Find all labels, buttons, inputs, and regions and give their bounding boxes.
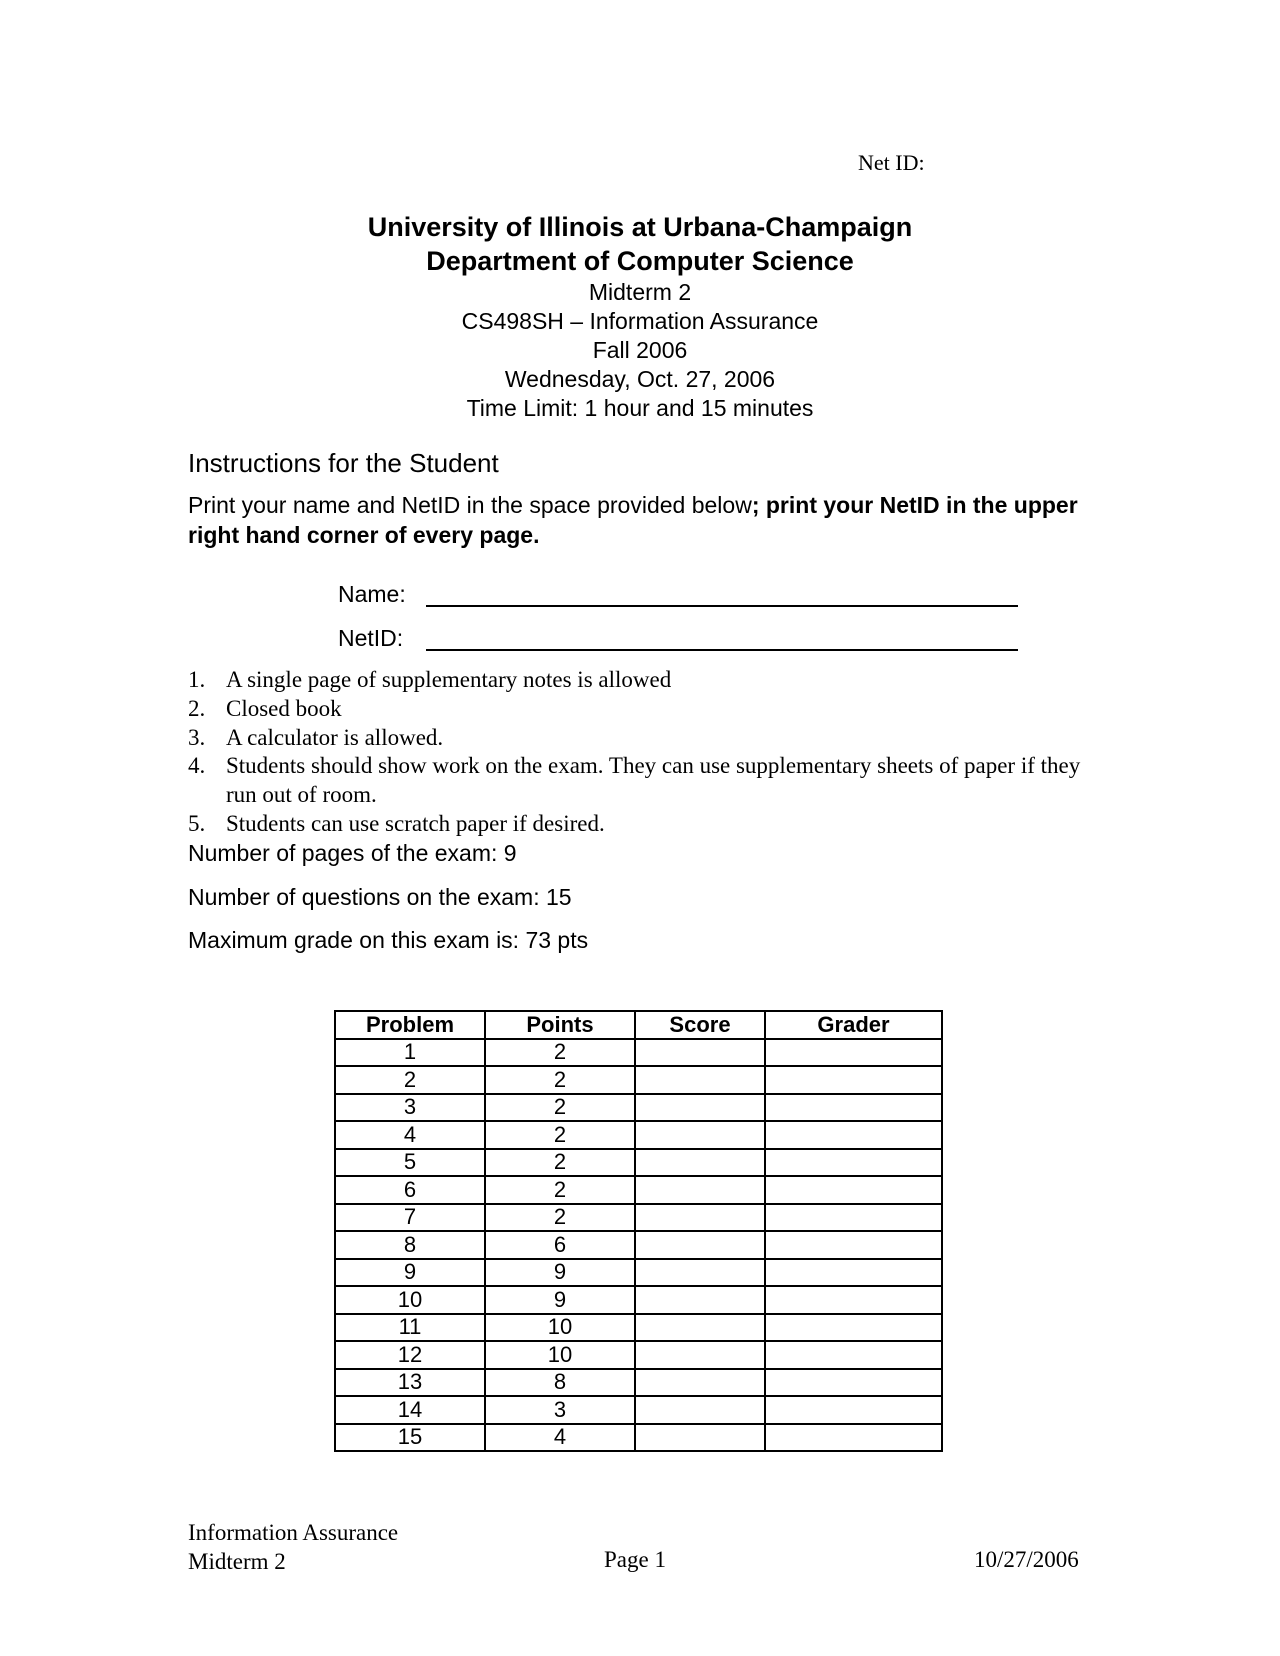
- header-grader: Grader: [765, 1011, 942, 1039]
- grader-cell[interactable]: [765, 1424, 942, 1452]
- problem-cell: 6: [335, 1176, 485, 1204]
- score-table-body: [335, 1039, 942, 1452]
- rule-number: 1.: [188, 667, 206, 692]
- table-row: [335, 1204, 942, 1232]
- score-cell[interactable]: [635, 1286, 765, 1314]
- table-row: [335, 1286, 942, 1314]
- grader-cell[interactable]: [765, 1286, 942, 1314]
- maximum-grade: Maximum grade on this exam is: 73 pts: [188, 927, 589, 953]
- rule-text: Closed book: [226, 695, 342, 721]
- header-score: Score: [635, 1011, 765, 1039]
- department-title: Department of Computer Science: [426, 246, 854, 276]
- footer-left: [188, 1518, 398, 1576]
- rules-list: [188, 666, 1088, 839]
- netid-header-label: Net ID:: [858, 150, 925, 175]
- rule-number: 5.: [188, 810, 206, 836]
- problem-cell: 11: [335, 1314, 485, 1342]
- rule-item: [188, 810, 1088, 839]
- table-row: [335, 1066, 942, 1094]
- netid-blank-line[interactable]: [426, 649, 1018, 651]
- table-row: [335, 1149, 942, 1177]
- instructions-paragraph: [188, 490, 1108, 550]
- grader-cell[interactable]: [765, 1369, 942, 1397]
- rule-number: 4.: [188, 753, 206, 779]
- points-cell: 6: [485, 1231, 635, 1259]
- score-cell[interactable]: [635, 1204, 765, 1232]
- term: Fall 2006: [592, 337, 688, 363]
- grader-cell[interactable]: [765, 1259, 942, 1287]
- name-field[interactable]: [338, 581, 406, 608]
- grader-cell[interactable]: [765, 1176, 942, 1204]
- score-cell[interactable]: [635, 1039, 765, 1067]
- rule-text: Students should show work on the exam. They can use supplementary sheets of paper if they run out of room.: [226, 753, 1081, 808]
- score-cell[interactable]: [635, 1121, 765, 1149]
- header-points: Points: [485, 1011, 635, 1039]
- university-title: University of Illinois at Urbana-Champaign: [367, 212, 913, 242]
- exam-date: Wednesday, Oct. 27, 2006: [504, 366, 776, 392]
- table-row: [335, 1039, 942, 1067]
- points-cell: 9: [485, 1286, 635, 1314]
- grader-cell[interactable]: [765, 1039, 942, 1067]
- problem-cell: 15: [335, 1424, 485, 1452]
- rule-item: [188, 695, 1088, 724]
- score-cell[interactable]: [635, 1314, 765, 1342]
- problem-cell: 4: [335, 1121, 485, 1149]
- grader-cell[interactable]: [765, 1341, 942, 1369]
- rule-text: A single page of supplementary notes is allowed: [226, 667, 672, 692]
- table-row: [335, 1121, 942, 1149]
- table-row: [335, 1259, 942, 1287]
- grader-cell[interactable]: [765, 1204, 942, 1232]
- score-cell[interactable]: [635, 1176, 765, 1204]
- problem-cell: 8: [335, 1231, 485, 1259]
- grader-cell[interactable]: [765, 1149, 942, 1177]
- netid-field[interactable]: [338, 625, 403, 652]
- rule-text: A calculator is allowed.: [226, 724, 444, 750]
- problem-cell: 14: [335, 1396, 485, 1424]
- points-cell: 2: [485, 1121, 635, 1149]
- score-cell[interactable]: [635, 1066, 765, 1094]
- rule-number: 2.: [188, 695, 206, 721]
- score-cell[interactable]: [635, 1424, 765, 1452]
- rule-item: [188, 666, 1088, 695]
- table-row: [335, 1231, 942, 1259]
- grader-cell[interactable]: [765, 1066, 942, 1094]
- score-cell[interactable]: [635, 1149, 765, 1177]
- points-cell: 10: [485, 1341, 635, 1369]
- table-row: [335, 1424, 942, 1452]
- rule-item: [188, 752, 1088, 810]
- problem-cell: 12: [335, 1341, 485, 1369]
- netid-label: NetID:: [338, 625, 404, 651]
- table-row: [335, 1369, 942, 1397]
- points-cell: 4: [485, 1424, 635, 1452]
- problem-cell: 1: [335, 1039, 485, 1067]
- table-row: [335, 1314, 942, 1342]
- points-cell: 10: [485, 1314, 635, 1342]
- score-cell[interactable]: [635, 1396, 765, 1424]
- grader-cell[interactable]: [765, 1231, 942, 1259]
- course-name: CS498SH – Information Assurance: [461, 308, 819, 334]
- problem-cell: 13: [335, 1369, 485, 1397]
- instructions-heading: Instructions for the Student: [188, 448, 499, 478]
- score-cell[interactable]: [635, 1094, 765, 1122]
- score-cell[interactable]: [635, 1259, 765, 1287]
- footer-date: 10/27/2006: [974, 1547, 1079, 1572]
- number-of-questions: Number of questions on the exam: 15: [188, 884, 572, 910]
- instructions-text: Print your name and NetID in the space provided below: [188, 492, 752, 518]
- number-of-pages: Number of pages of the exam: 9: [188, 840, 517, 866]
- problem-cell: 7: [335, 1204, 485, 1232]
- name-label: Name:: [338, 581, 406, 607]
- footer-exam: Midterm 2: [188, 1549, 286, 1574]
- score-cell[interactable]: [635, 1341, 765, 1369]
- table-header-row: [335, 1011, 942, 1039]
- problem-cell: 9: [335, 1259, 485, 1287]
- problem-cell: 5: [335, 1149, 485, 1177]
- problem-cell: 2: [335, 1066, 485, 1094]
- points-cell: 2: [485, 1039, 635, 1067]
- points-cell: 2: [485, 1149, 635, 1177]
- name-blank-line[interactable]: [426, 605, 1018, 607]
- table-row: [335, 1396, 942, 1424]
- rule-number: 3.: [188, 724, 206, 750]
- grader-cell[interactable]: [765, 1396, 942, 1424]
- points-cell: 9: [485, 1259, 635, 1287]
- rule-text: Students can use scratch paper if desired.: [226, 810, 605, 836]
- grader-cell[interactable]: [765, 1314, 942, 1342]
- score-table: [334, 1010, 943, 1452]
- problem-cell: 3: [335, 1094, 485, 1122]
- table-row: [335, 1341, 942, 1369]
- footer-page-number: Page 1: [604, 1547, 666, 1572]
- table-row: [335, 1094, 942, 1122]
- time-limit: Time Limit: 1 hour and 15 minutes: [466, 395, 814, 421]
- points-cell: 3: [485, 1396, 635, 1424]
- exam-name: Midterm 2: [588, 279, 692, 305]
- grader-cell[interactable]: [765, 1094, 942, 1122]
- footer-course: Information Assurance: [188, 1520, 399, 1545]
- points-cell: 2: [485, 1094, 635, 1122]
- points-cell: 8: [485, 1369, 635, 1397]
- title-block: [0, 210, 1280, 423]
- problem-cell: 10: [335, 1286, 485, 1314]
- score-cell[interactable]: [635, 1231, 765, 1259]
- score-cell[interactable]: [635, 1369, 765, 1397]
- table-row: [335, 1176, 942, 1204]
- points-cell: 2: [485, 1204, 635, 1232]
- rule-item: [188, 724, 1088, 753]
- points-cell: 2: [485, 1066, 635, 1094]
- grader-cell[interactable]: [765, 1121, 942, 1149]
- points-cell: 2: [485, 1176, 635, 1204]
- header-problem: Problem: [335, 1011, 485, 1039]
- instructions-bold-text: ; print your NetID in the upper right hand corner of every page.: [188, 492, 1078, 548]
